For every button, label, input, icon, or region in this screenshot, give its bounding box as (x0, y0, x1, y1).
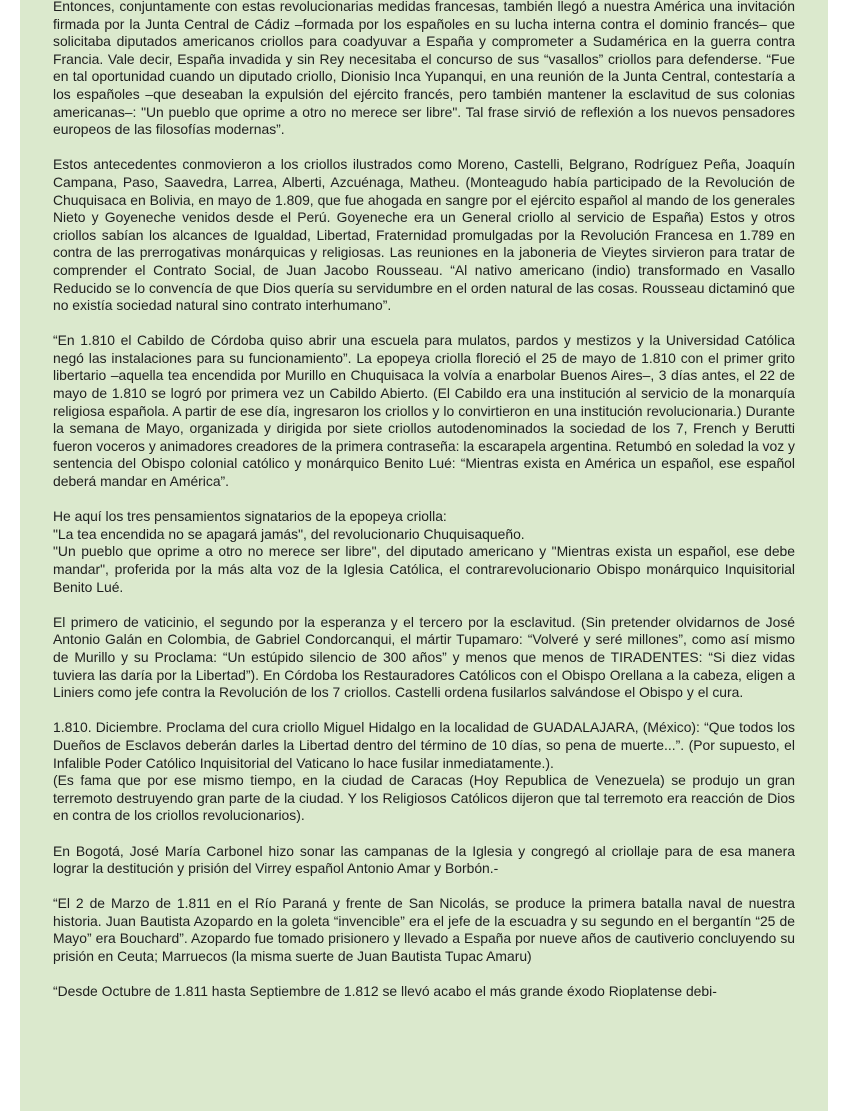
paragraph-line: He aquí los tres pensamientos signatarios de la epopeya criolla: (53, 508, 447, 525)
paragraph (53, 508, 795, 596)
paragraph: Entonces, conjuntamente con estas revolucionarias medidas francesas, también llegó a nuestra América una invitación firmada por la Junta Central de Cádiz –formada por los españoles en su lucha interna contra el dominio francés– que solicitaba diputados americanos criollos para coadyuvar a España y comprometer a Sudamérica en la guerra contra Francia. Vale decir, España invadida y sin Rey necesitaba el concurso de sus “vasallos” criollos para defenderse. “Fue en tal oportunidad cuando un diputado criollo, Dionisio Inca Yupanqui, en una reunión de la Junta Central, contestaría a los españoles –que deseaban la expulsión del ejército francés, pero también mantener la esclavitud de sus colonias americanas–: "Un pueblo que oprime a otro no merece ser libre". Tal frase sirvió de reflexión a los nuevos pensadores europeos de las filosofías modernas”. (53, 0, 795, 138)
paragraph-line: "Un pueblo que oprime a otro no merece ser libre", del diputado americano y "Mientras exista un español, ese debe mandar", proferida por la más alta voz de la Iglesia Católica, el contrarevolucionario Obispo monárquico Inquisitorial Benito Lué. (53, 543, 795, 595)
paragraph: “En 1.810 el Cabildo de Córdoba quiso abrir una escuela para mulatos, pardos y mestizos y la Universidad Católica negó las instalaciones para su funcionamiento”. La epopeya criolla floreció el 25 de mayo de 1.810 con el primer grito libertario –aquella tea encendida por Murillo en Chuquisaca la volvía a enarbolar Buenos Aires–, 3 días antes, el 22 de mayo de 1.810 se logró por primera vez un Cabildo Abierto. (El Cabildo era una institución al servicio de la monarquía religiosa española. A partir de ese día, ingresaron los criollos y lo convirtieron en una institución revolucionaria.) Durante la semana de Mayo, organizada y dirigida por siete criollos autodenominados la sociedad de los 7, French y Berutti fueron voceros y animadores creadores de la primera contraseña: la escarapela argentina. Retumbó en soledad la voz y sentencia del Obispo colonial católico y monárquico Benito Lué: “Mientras exista en América un español, ese español deberá mandar en América”. (53, 332, 795, 490)
paragraph: “Desde Octubre de 1.811 hasta Septiembre de 1.812 se llevó acabo el más grande éxodo Rioplatense debi- (53, 983, 717, 1000)
paragraph-line: "La tea encendida no se apagará jamás", del revolucionario Chuquisaqueño. (53, 525, 525, 542)
paragraph: Estos antecedentes conmovieron a los criollos ilustrados como Moreno, Castelli, Belgrano, Rodríguez Peña, Joaquín Campana, Paso, Saavedra, Larrea, Alberti, Azcuénaga, Matheu. (Monteagudo había participado de la Revolución de Chuquisaca en Bolivia, en mayo de 1.809, que fue ahogada en sangre por el ejército español al mando de los generales Nieto y Goyeneche venidos desde el Perú. Goyeneche era un General criollo al servicio de España) Estos y otros criollos sabían los alcances de Igualdad, Libertad, Fraternidad promulgadas por la Revolución Francesa en 1.789 en contra de las prerrogativas monárquicas y religiosas. Las reuniones en la jaboneria de Vieytes sirvieron para tratar de comprender el Contrato Social, de Juan Jacobo Rousseau. “Al nativo americano (indio) transformado en Vasallo Reducido se lo convencía de que Dios quería su servidumbre en el orden natural de las cosas. Rousseau dictaminó que no existía sociedad natural sino contrato interhumano”. (53, 156, 795, 314)
page (20, 0, 828, 1111)
paragraph: En Bogotá, José María Carbonel hizo sonar las campanas de la Iglesia y congregó al criollaje para de esa manera lograr la destitución y prisión del Virrey español Antonio Amar y Borbón.- (53, 842, 795, 877)
paragraph-line: (Es fama que por ese mismo tiempo, en la ciudad de Caracas (Hoy Republica de Venezuela) se produjo un gran terremoto destruyendo gran parte de la ciudad. Y los Religiosos Católicos dijeron que tal terremoto era reacción de Dios en contra de los criollos revolucionarios). (53, 772, 795, 824)
document-body (53, 0, 795, 1018)
paragraph-line: 1.810. Diciembre. Proclama del cura criollo Miguel Hidalgo en la localidad de GUADALAJARA, (México): “Que todos los Dueños de Esclavos deberán darles la Libertad dentro del término de 10 días, so pena de muerte...”. (Por supuesto, el Infalible Poder Católico Inquisitorial del Vaticano lo hace fusilar inmediatamente.). (53, 719, 795, 771)
paragraph: El primero de vaticinio, el segundo por la esperanza y el tercero por la esclavitud. (Sin pretender olvidarnos de José Antonio Galán en Colombia, de Gabriel Condorcanqui, el mártir Tupamaro: “Volveré y seré millones”, como así mismo de Murillo y su Proclama: “Un estúpido silencio de 300 años” y menos que menos de TIRADENTES: “Si diez vidas tuviera las daría por la Libertad”). En Córdoba los Restauradores Católicos con el Obispo Orellana a la cabeza, eligen a Liniers como jefe contra la Revolución de los 7 criollos. Castelli ordena fusilarlos salvándose el Obispo y el cura. (53, 613, 795, 701)
paragraph (53, 719, 795, 825)
paragraph: “El 2 de Marzo de 1.811 en el Río Paraná y frente de San Nicolás, se produce la primera batalla naval de nuestra historia. Juan Bautista Azopardo en la goleta “invencible” era el jefe de la escuadra y su segundo en el bergantín “25 de Mayo” era Bouchard”. Azopardo fue tomado prisionero y llevado a España por nueve años de cautiverio concluyendo su prisión en Ceuta; Marruecos (la misma suerte de Juan Bautista Tupac Amaru) (53, 895, 795, 965)
